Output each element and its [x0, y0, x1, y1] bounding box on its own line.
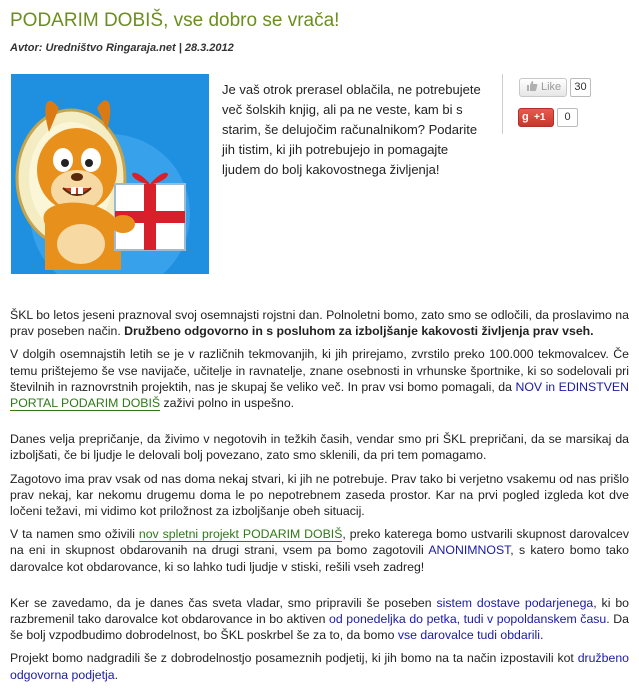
intro-text: Je vaš otrok prerasel oblačila, ne potrebujete več šolskih knjig, ali pa ne veste, kam bi s starim, še delujočim računalnikom? Podarite jih tistim, ki jih potrebujejo in pomagajte ljudem do bolj kakovostnega življenja!: [222, 82, 481, 177]
link-anonimnost[interactable]: ANONIMNOST: [428, 543, 511, 558]
like-label: Like: [541, 81, 562, 93]
paragraph: Zagotovo ima prav vsak od nas doma nekaj stvari, ki jih ne potrebuje. Prav tako bi verjetno vsakemu od nas prišlo prav nekaj, kar nekomu drugemu doma le po nepotrebnem zaseda prostor. Kar na prvi pogled izgleda kot dve ločeni težavi, mi vidimo kot priložnost za izboljšanje obeh situacij.: [10, 471, 629, 519]
hero-image-squirrel-gift: [11, 74, 209, 274]
text: . Da še bolj vzpodbudimo dobrodelnost, bo ŠKL poskrbel še za to, da bomo: [10, 612, 629, 643]
bold-text: Družbeno odgovorno in s posluhom za izboljšanje kakovosti življenja prav vseh.: [124, 324, 594, 339]
article-byline: [10, 42, 234, 54]
paragraph: [10, 650, 629, 682]
text: V ta namen smo oživili: [10, 527, 139, 542]
link-od-ponedeljka-do-petka[interactable]: od ponedeljka do petka, tudi v popoldanskem času: [329, 612, 607, 627]
text: , s katero bomo tako darovalce kot obdarovance, ki so lahko tudi ljudje v stiski, rešili vseh zadreg!: [10, 543, 629, 574]
facebook-like-button[interactable]: [519, 78, 567, 97]
text: ŠKL bo letos jeseni praznoval svoj osemnajsti rojstni dan. Polnoletni bomo, zato smo se odločili, da proslavimo na prav poseben način.: [10, 308, 629, 339]
divider: [502, 74, 503, 134]
plus-one-count: 0: [557, 108, 578, 127]
article-title: PODARIM DOBIŠ, vse dobro se vrača!: [10, 10, 340, 31]
link-druzbeno-odgovorna-podjetja[interactable]: družbeno odgovorna podjetja: [10, 651, 629, 682]
text: , preko katerega bomo ustvarili skupnost darovalcev na eni in skupnost obdarovanih na drugi strani, vsem pa bomo zagotovili: [10, 527, 629, 558]
paragraph: [10, 526, 629, 575]
link-nov-spletni-projekt[interactable]: nov spletni projekt PODARIM DOBIŠ: [138, 527, 343, 542]
author-label: Avtor: Uredništvo Ringaraja.net: [10, 42, 176, 54]
link-vse-darovalce-obdarili[interactable]: vse darovalce tudi obdarili: [397, 628, 541, 643]
google-plus-one-button[interactable]: [518, 108, 554, 127]
article-body: [10, 307, 629, 683]
plus-one-label: +1: [534, 112, 546, 123]
text: V dolgih osemnajstih letih se je v različnih tekmovanjih, ki jih prirejamo, zvrstilo preko 100.000 tekmovalcev. Če temu prištejemo še vse navijače, učitelje in ravnatelje, znane osebnosti in vrhunske športnike, ki so sodelovali pri številnih in raznovrstnih projektih, nas je skupaj še veliko več. In prav vsi bomo pomagali, da: [10, 347, 629, 394]
paragraph: [10, 595, 629, 644]
google-g-icon: g: [522, 111, 529, 123]
text: zaživi polno in uspešno.: [160, 396, 295, 411]
paragraph: [10, 307, 629, 339]
text: .: [114, 667, 119, 682]
link-sistem-dostave[interactable]: sistem dostave podarjenega: [436, 595, 594, 610]
thumbs-up-icon: [526, 80, 538, 92]
text: , ki bo razbremenil tako darovalce kot obdarovance in bo aktiven: [10, 595, 629, 627]
text: Ker se zavedamo, da je danes čas sveta vladar, smo pripravili še poseben: [10, 595, 437, 610]
like-count: 30: [570, 78, 591, 97]
paragraph: [10, 346, 629, 411]
link-nov-in-edinstven[interactable]: NOV in EDINSTVEN: [515, 379, 629, 394]
publish-date: 28.3.2012: [184, 42, 234, 54]
text: .: [540, 628, 544, 643]
byline-separator: |: [178, 42, 182, 54]
link-portal-podarim-dobis[interactable]: PORTAL PODARIM DOBIŠ: [10, 396, 161, 411]
paragraph: Danes velja prepričanje, da živimo v negotovih in težkih časih, vendar smo pri ŠKL prepričani, da se marsikaj da izboljšati, če bi ljudje le delovali bolj povezano, zato smo sklenili, da pri tem pomagamo.: [10, 432, 629, 463]
text: Projekt bomo nadgradili še z dobrodelnostjo posameznih podjetij, ki jih bomo na ta način izpostavili kot: [10, 651, 578, 666]
